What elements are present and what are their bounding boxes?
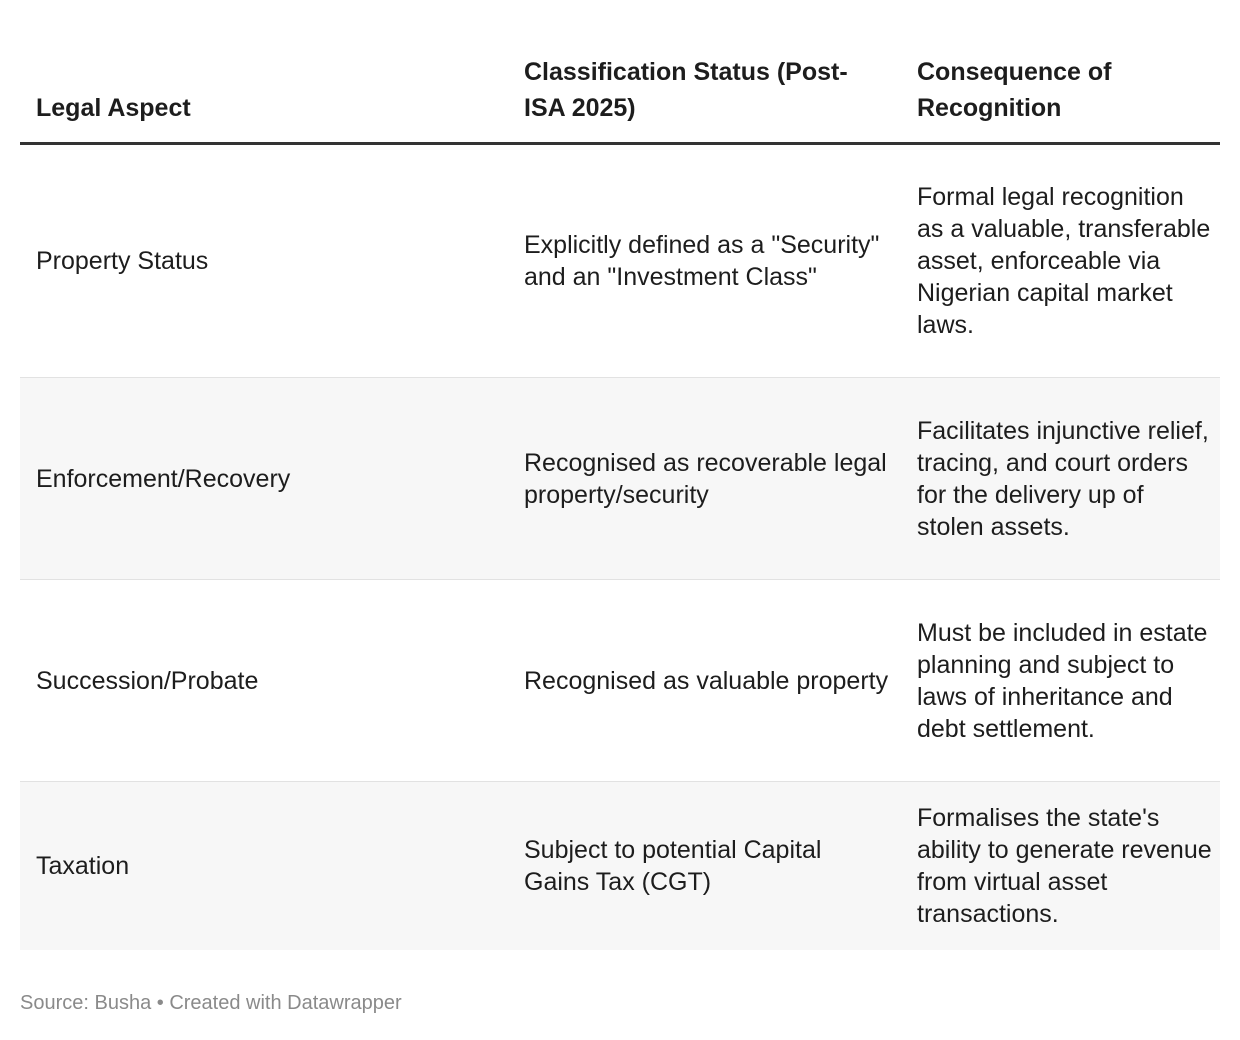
table-row [20,144,1220,378]
table-cell: Explicitly defined as a "Security" and an "Investment Class" [508,144,901,378]
source-text: Source: Busha [20,992,152,1014]
column-header: Classification Status (Post-ISA 2025) [508,40,901,144]
table-cell: Formal legal recognition as a valuable, transferable asset, enforceable via Nigerian capital market laws. [901,144,1220,378]
table-row [20,378,1220,580]
table-row [20,580,1220,782]
table-cell: Property Status [20,144,508,378]
column-header: Consequence of Recognition [901,40,1220,144]
table-cell: Taxation [20,782,508,950]
column-header: Legal Aspect [20,40,508,144]
separator: • [151,992,170,1014]
data-table [20,40,1220,950]
table-cell: Formalises the state's ability to generate revenue from virtual asset transactions. [901,782,1220,950]
header-row [20,40,1220,144]
footer [20,992,402,1015]
table-cell: Subject to potential Capital Gains Tax (CGT) [508,782,901,950]
table-row [20,782,1220,950]
table-cell: Succession/Probate [20,580,508,782]
table-cell: Recognised as valuable property [508,580,901,782]
table-cell: Facilitates injunctive relief, tracing, and court orders for the delivery up of stolen assets. [901,378,1220,580]
table-cell: Must be included in estate planning and subject to laws of inheritance and debt settlement. [901,580,1220,782]
table-cell: Enforcement/Recovery [20,378,508,580]
table-cell: Recognised as recoverable legal property/security [508,378,901,580]
credit-link[interactable]: Created with Datawrapper [169,992,402,1014]
